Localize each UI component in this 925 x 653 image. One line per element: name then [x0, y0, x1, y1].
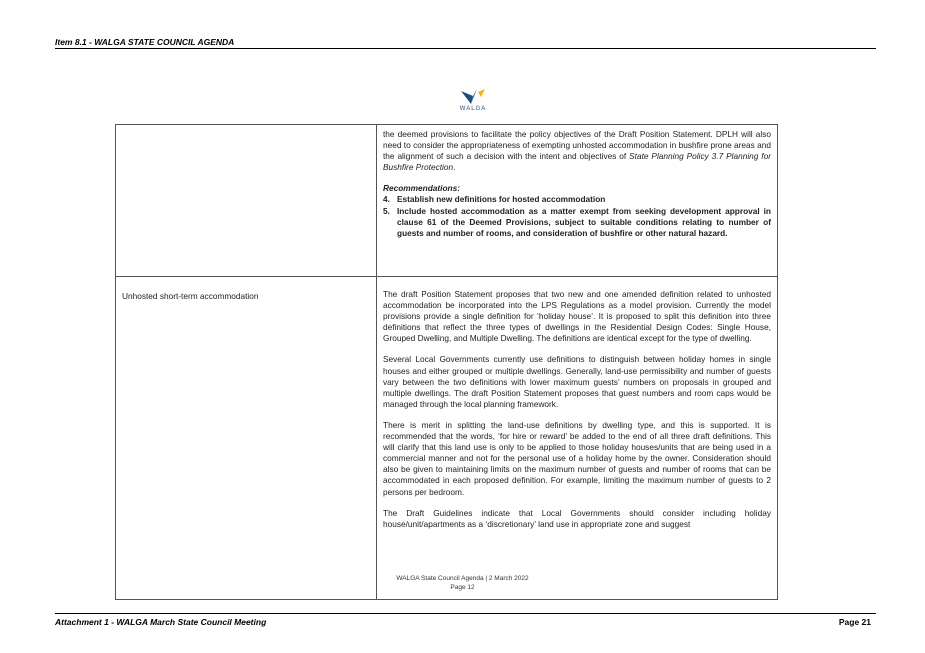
row-content: [377, 277, 778, 600]
walga-logo-icon: [460, 88, 486, 105]
walga-logo-text: WALGA: [459, 106, 487, 112]
row-label: Unhosted short-term accommodation: [116, 277, 377, 600]
row-content: [377, 125, 778, 277]
paragraph: There is merit in splitting the land-use definitions by dwelling type, and this is supported. It is recommended that the words, ‘for hire or reward’ be added to the end of all three draft definitions. This will clarify that this land use is only to be applied to those holiday houses/units that are being used in a commercial manner and not for the personal use of a holiday home by the owner. Consideration should also be given to maintaining limits on the maximum number of guests and number of rooms that can be accommodated in each proposed definition. For example, limiting the maximum number of guests to 2 persons per bedroom.: [383, 419, 771, 497]
recommendation-number: 5.: [383, 205, 390, 216]
footer-page-number: Page 12: [450, 583, 475, 591]
footer-agenda-line: WALGA State Council Agenda | 2 March 2022: [396, 575, 529, 582]
recommendation-text: Establish new definitions for hosted accommodation: [397, 194, 606, 205]
paragraph: The draft Position Statement proposes that two new and one amended definition related to unhosted accommodation be incorporated into the LPS Regulations as a model provision. Currently the model provisions provide a single definition for ‘holiday house’. It is proposed to split this definition into three definitions that reflect the three types of dwellings in the Residential Design Codes: Single House, Grouped Dwelling, and Multiple Dwelling. The definitions are identical except for the type of dwelling.: [383, 289, 771, 344]
header-divider: [55, 48, 876, 49]
paragraph-text: the deemed provisions to facilitate the policy objectives of the Draft Position Statement. DPLH will also need to consider the appropriateness of exempting unhosted accommodation in bushfire prone areas and the alignment of such a decision with the intent and objectives of: [383, 129, 771, 162]
header-title: Item 8.1 - WALGA STATE COUNCIL AGENDA: [55, 37, 235, 47]
paragraph: [383, 129, 771, 173]
recommendation-item: [383, 194, 771, 205]
walga-logo: [454, 88, 492, 112]
footer-divider: [55, 613, 876, 614]
table-row: [116, 277, 778, 600]
paragraph-end: .: [453, 162, 456, 173]
recommendation-item: [383, 206, 771, 239]
table-row: [116, 125, 778, 277]
page-number: Page 21: [838, 617, 871, 627]
recommendation-number: 4.: [383, 194, 390, 205]
row-label: [116, 125, 377, 277]
recommendation-text: Include hosted accommodation as a matter exempt from seeking development approval in clause 61 of the Deemed Provisions, subject to suitable conditions relating to number of guests and number of rooms, and consideration of bushfire or other natural hazard.: [397, 205, 771, 238]
policy-reference: State Planning Policy 3.7 Planning for Bushfire Protection: [383, 151, 771, 173]
paragraph: Several Local Governments currently use definitions to distinguish between holiday homes in single houses and either grouped or multiple dwellings. Generally, land-use permissibility and number of guests vary between the two definitions with lower maximum guests’ numbers on proposals in grouped and multiple dwellings. The draft Position Statement proposes that guest numbers and room caps would be managed through the local planning framework.: [383, 354, 771, 409]
content-table: [115, 124, 778, 600]
paragraph: The Draft Guidelines indicate that Local Governments should consider including holiday house/unit/apartments as a ‘discretionary’ land use in appropriate zone and suggest: [383, 507, 771, 529]
attachment-title: Attachment 1 - WALGA March State Council Meeting: [55, 617, 267, 627]
page-footer: [0, 575, 925, 592]
recommendations-title: Recommendations:: [383, 183, 460, 194]
recommendations-list: [383, 194, 771, 238]
